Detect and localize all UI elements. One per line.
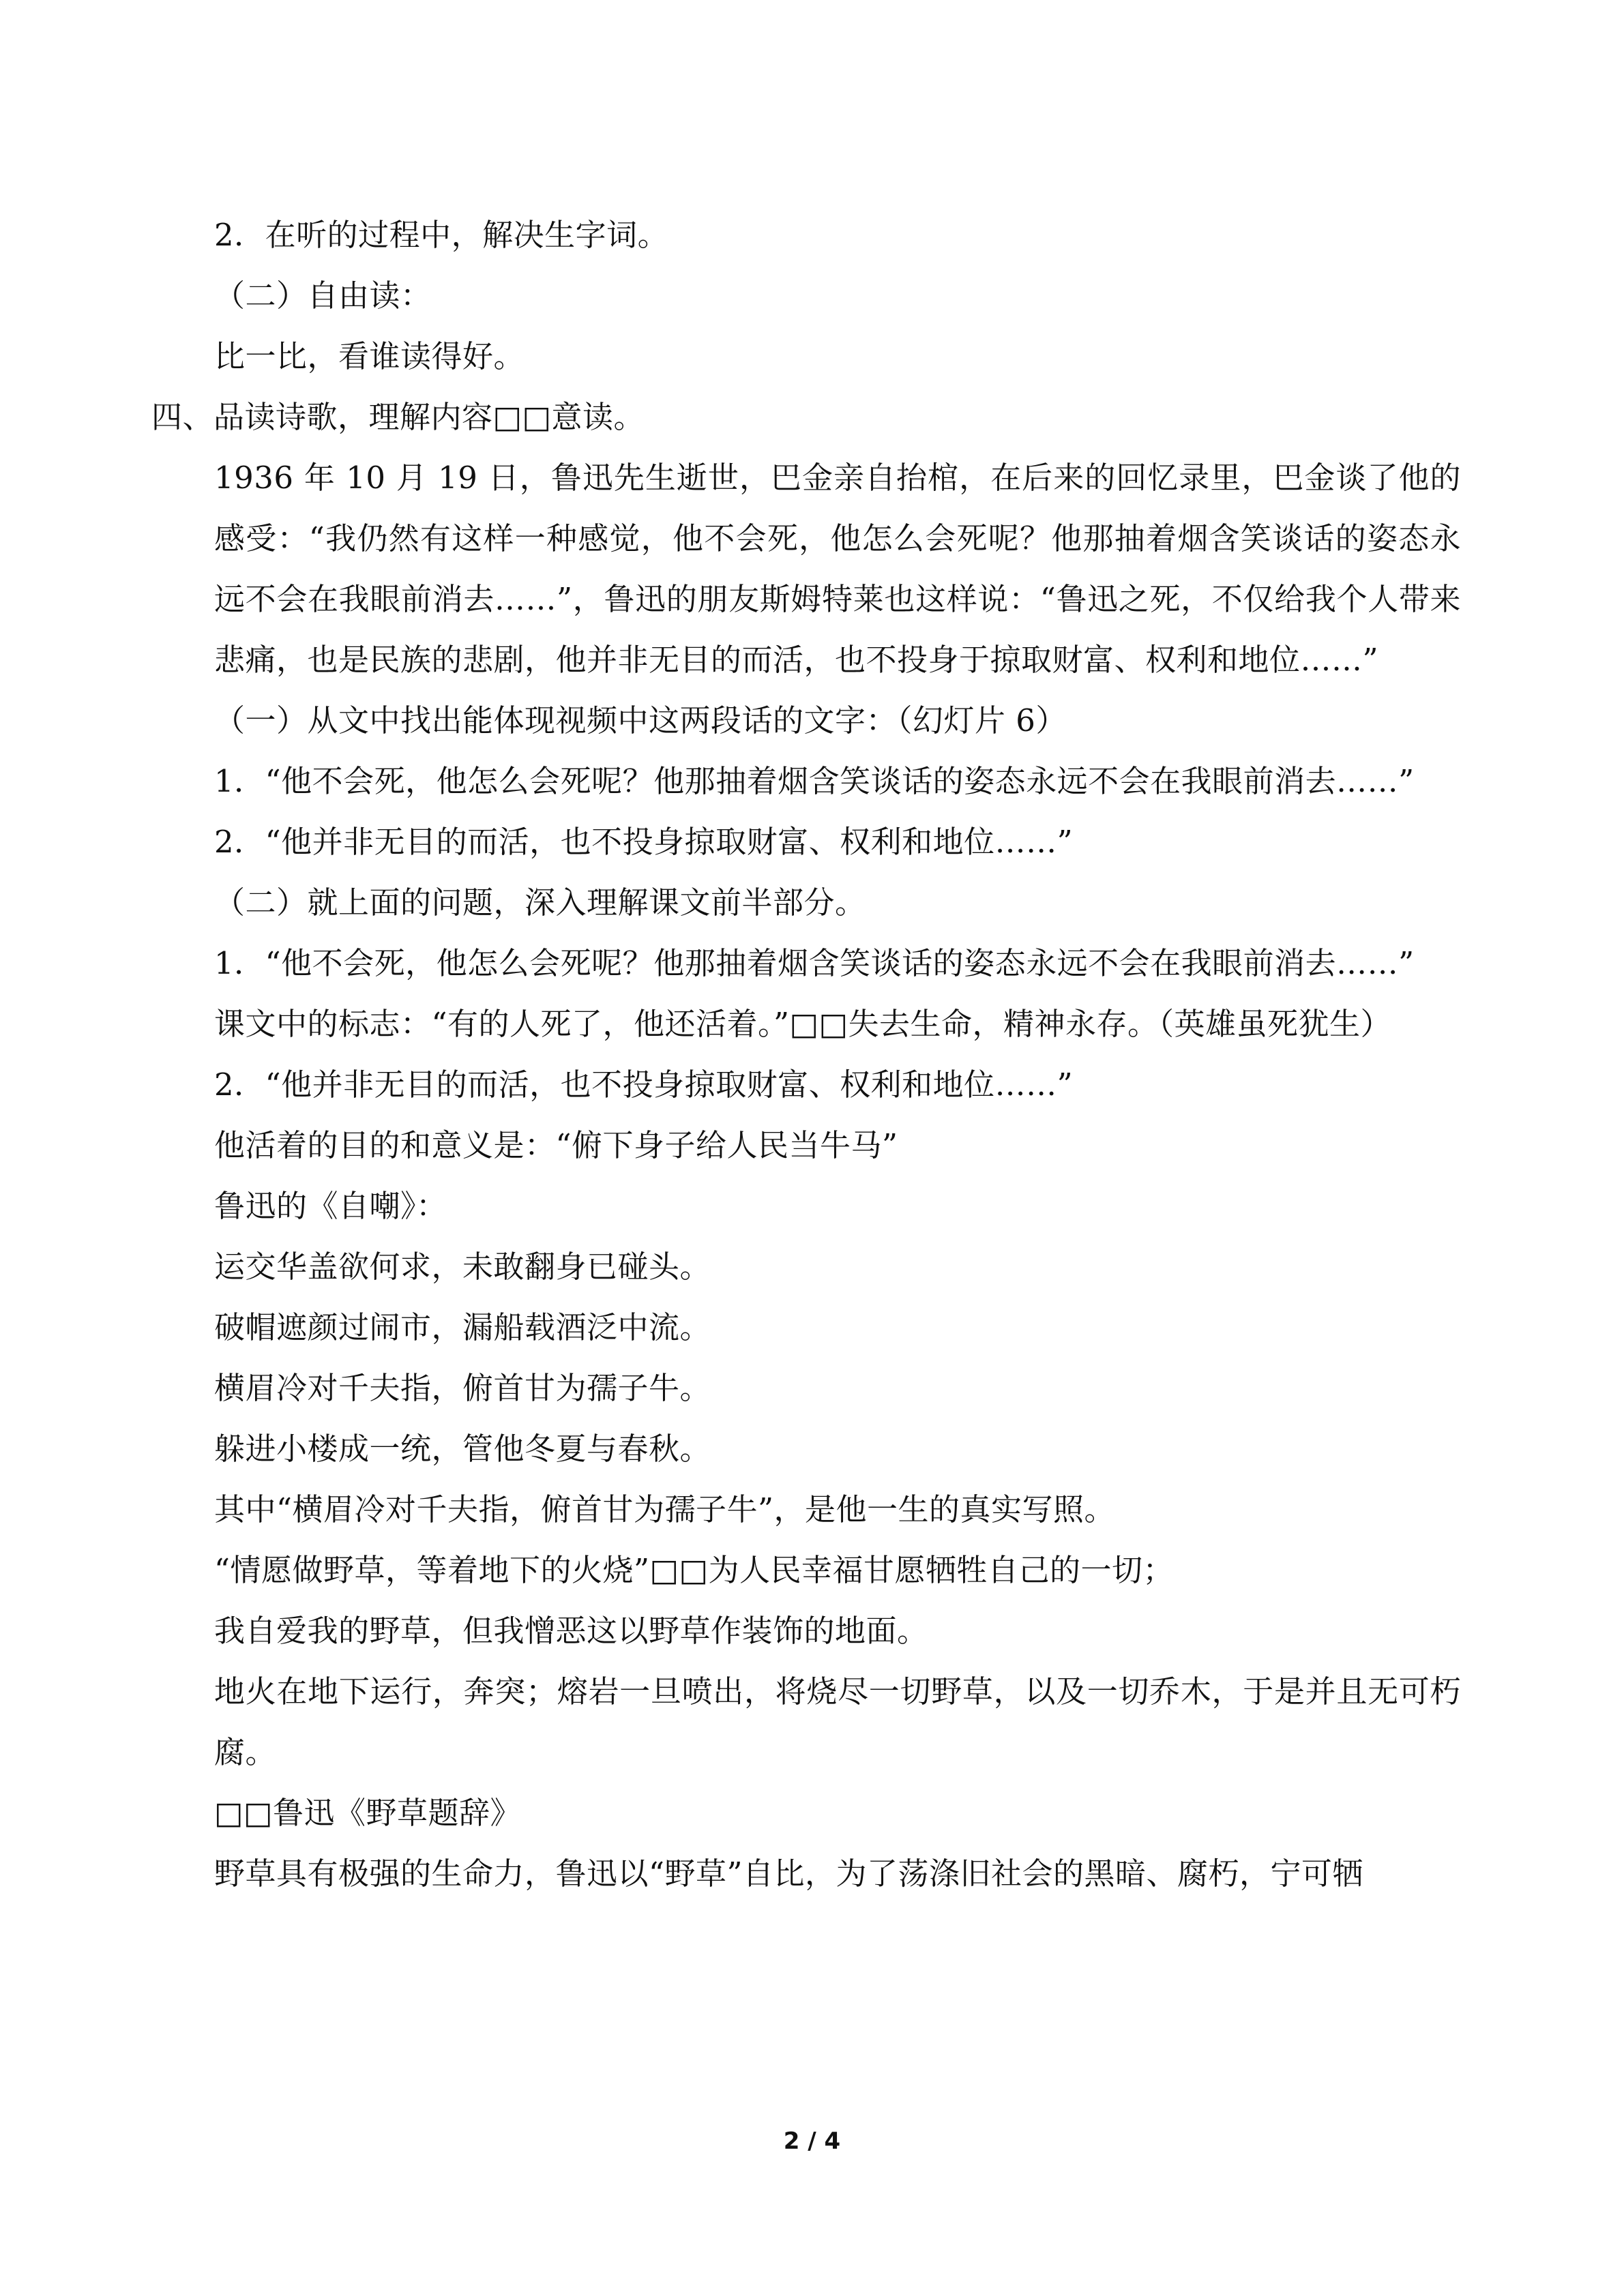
paragraph: 地火在地下运行，奔突；熔岩一旦喷出，将烧尽一切野草，以及一切乔木，于是并且无可朽腐。 (214, 1673, 1461, 1770)
text-line: （二）自由读： (214, 278, 432, 314)
text-line: （二）就上面的问题，深入理解课文前半部分。 (214, 884, 866, 921)
paragraph: 课文中的标志：“有的人死了，他还活着。”□□失去生命，精神永存。（英雄虽死犹生） (214, 1006, 1392, 1042)
section-heading: 四、品读诗歌，理解内容□□意读。 (151, 399, 645, 435)
paragraph: 1936 年 10 月 19 日，鲁迅先生逝世，巴金亲自抬棺，在后来的回忆录里，巴金谈了他的感受：“我仍然有这样一种感觉，他不会死，他怎么会死呢？他那抽着烟含笑谈话的姿态永远不会在我眼前消去……”，鲁迅的朋友斯姆特莱也这样说：“鲁迅之死，不仅给我个人带来悲痛，也是民族的悲剧，他并非无目的而活，也不投身于掠取财富、权利和地位……” (214, 460, 1461, 678)
text-line: 其中“横眉冷对千夫指，俯首甘为孺子牛”，是他一生的真实写照。 (214, 1491, 1116, 1527)
text-line: 鲁迅的《自嘲》： (214, 1188, 447, 1224)
page-number: 2 / 4 (783, 2128, 841, 2155)
paragraph: 1．“他不会死，他怎么会死呢？他那抽着烟含笑谈话的姿态永远不会在我眼前消去……” (214, 763, 1415, 799)
text-line: “情愿做野草，等着地下的火烧”□□为人民幸福甘愿牺牲自己的一切； (214, 1552, 1175, 1588)
paragraph: 1．“他不会死，他怎么会死呢？他那抽着烟含笑谈话的姿态永远不会在我眼前消去……” (214, 945, 1415, 981)
text-line: 他活着的目的和意义是：“俯下身子给人民当牛马” (214, 1127, 898, 1163)
page-body (151, 205, 1461, 1904)
poem-line: 运交华盖欲何求，未敢翻身已碰头。 (214, 1249, 711, 1285)
text-line: 比一比，看谁读得好。 (214, 338, 525, 374)
text-line: （一）从文中找出能体现视频中这两段话的文字：（幻灯片 6） (214, 702, 1067, 739)
poem-line: 躲进小楼成一统，管他冬夏与春秋。 (214, 1431, 711, 1467)
poem-line: 破帽遮颜过闹市，漏船载酒泛中流。 (214, 1309, 711, 1345)
text-line: 我自爱我的野草，但我憎恶这以野草作装饰的地面。 (214, 1613, 928, 1649)
text-line: 野草具有极强的生命力，鲁迅以“野草”自比，为了荡涤旧社会的黑暗、腐朽，宁可牺 (214, 1855, 1364, 1892)
text-line: 2．“他并非无目的而活，也不投身掠取财富、权利和地位……” (214, 824, 1074, 860)
text-line: 2．“他并非无目的而活，也不投身掠取财富、权利和地位……” (214, 1067, 1074, 1103)
text-line: 2．在听的过程中，解决生字词。 (214, 217, 669, 253)
citation: □□鲁迅《野草题辞》 (214, 1795, 522, 1831)
poem-line: 横眉冷对千夫指，俯首甘为孺子牛。 (214, 1370, 711, 1406)
